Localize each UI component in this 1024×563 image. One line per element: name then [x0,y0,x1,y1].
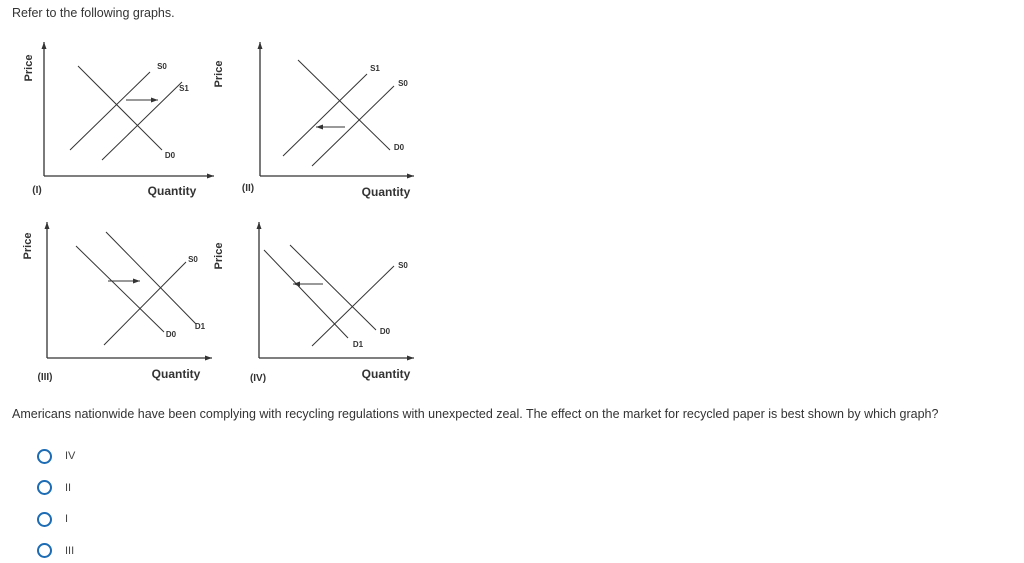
graph-ii-xlabel: Quantity [361,185,411,199]
graph-iii-d0-line [76,246,164,332]
graph-i-ylabel: Price [23,54,35,82]
graph-i-curve-label: D0 [164,151,176,160]
graph-ii-curve-label: S1 [370,64,380,73]
graph-iii-curve-label: D1 [194,322,206,331]
graph-iii-xlabel: Quantity [151,367,201,381]
intro-text: Refer to the following graphs. [12,6,175,20]
graph-i-xlabel: Quantity [147,184,197,198]
graph-i-curve-label: S1 [179,84,189,93]
graph-iv-label: (IV) [249,373,267,384]
graph-ii-ylabel: Price [213,60,225,88]
graph-ii-s0-line [312,86,394,166]
graph-iv-curve-label: D1 [352,340,364,349]
radio-button-icon[interactable] [37,543,52,558]
radio-button-icon[interactable] [37,512,52,527]
graph-iii-d1-line [106,232,196,324]
option-label: III [65,544,75,557]
radio-button-icon[interactable] [37,449,52,464]
option-ii[interactable] [37,478,75,498]
graph-i-d0-line [78,66,162,150]
graph-i [23,42,214,198]
option-i[interactable] [37,509,75,529]
graph-ii-curve-label: S0 [398,79,408,88]
graph-iii-curve-label: D0 [165,330,177,339]
graph-iv-d1-line [264,250,348,338]
graph-iv-d0-line [290,245,376,330]
graph-i-s1-line [102,82,182,160]
graph-iii-ylabel: Price [22,232,34,260]
graph-ii-d0-line [298,60,390,150]
graph-ii-label: (II) [241,183,255,194]
radio-button-icon[interactable] [37,480,52,495]
graph-iv-xlabel: Quantity [361,367,411,381]
graph-iv-curve-label: S0 [398,261,408,270]
graph-iii-label: (III) [37,372,53,383]
graph-iii-curve-label: S0 [188,255,198,264]
answer-options [37,446,75,563]
option-label: II [65,481,72,494]
graph-i-s0-line [70,72,150,150]
option-iv[interactable] [37,446,75,466]
graph-i-label: (I) [32,185,42,196]
graph-iv [213,222,414,384]
option-label: I [65,513,69,525]
graph-iv-ylabel: Price [213,242,225,270]
option-iii[interactable] [37,541,75,561]
graph-ii-curve-label: D0 [393,143,405,152]
graph-iii [22,222,212,383]
question-text: Americans nationwide have been complying with recycling regulations with unexpected zeal. The effect on the market for recycled paper is best shown by which graph? [12,407,939,421]
graph-ii [213,42,414,199]
option-label: IV [65,450,76,462]
graph-iv-curve-label: D0 [379,327,391,336]
graph-i-curve-label: S0 [157,62,167,71]
